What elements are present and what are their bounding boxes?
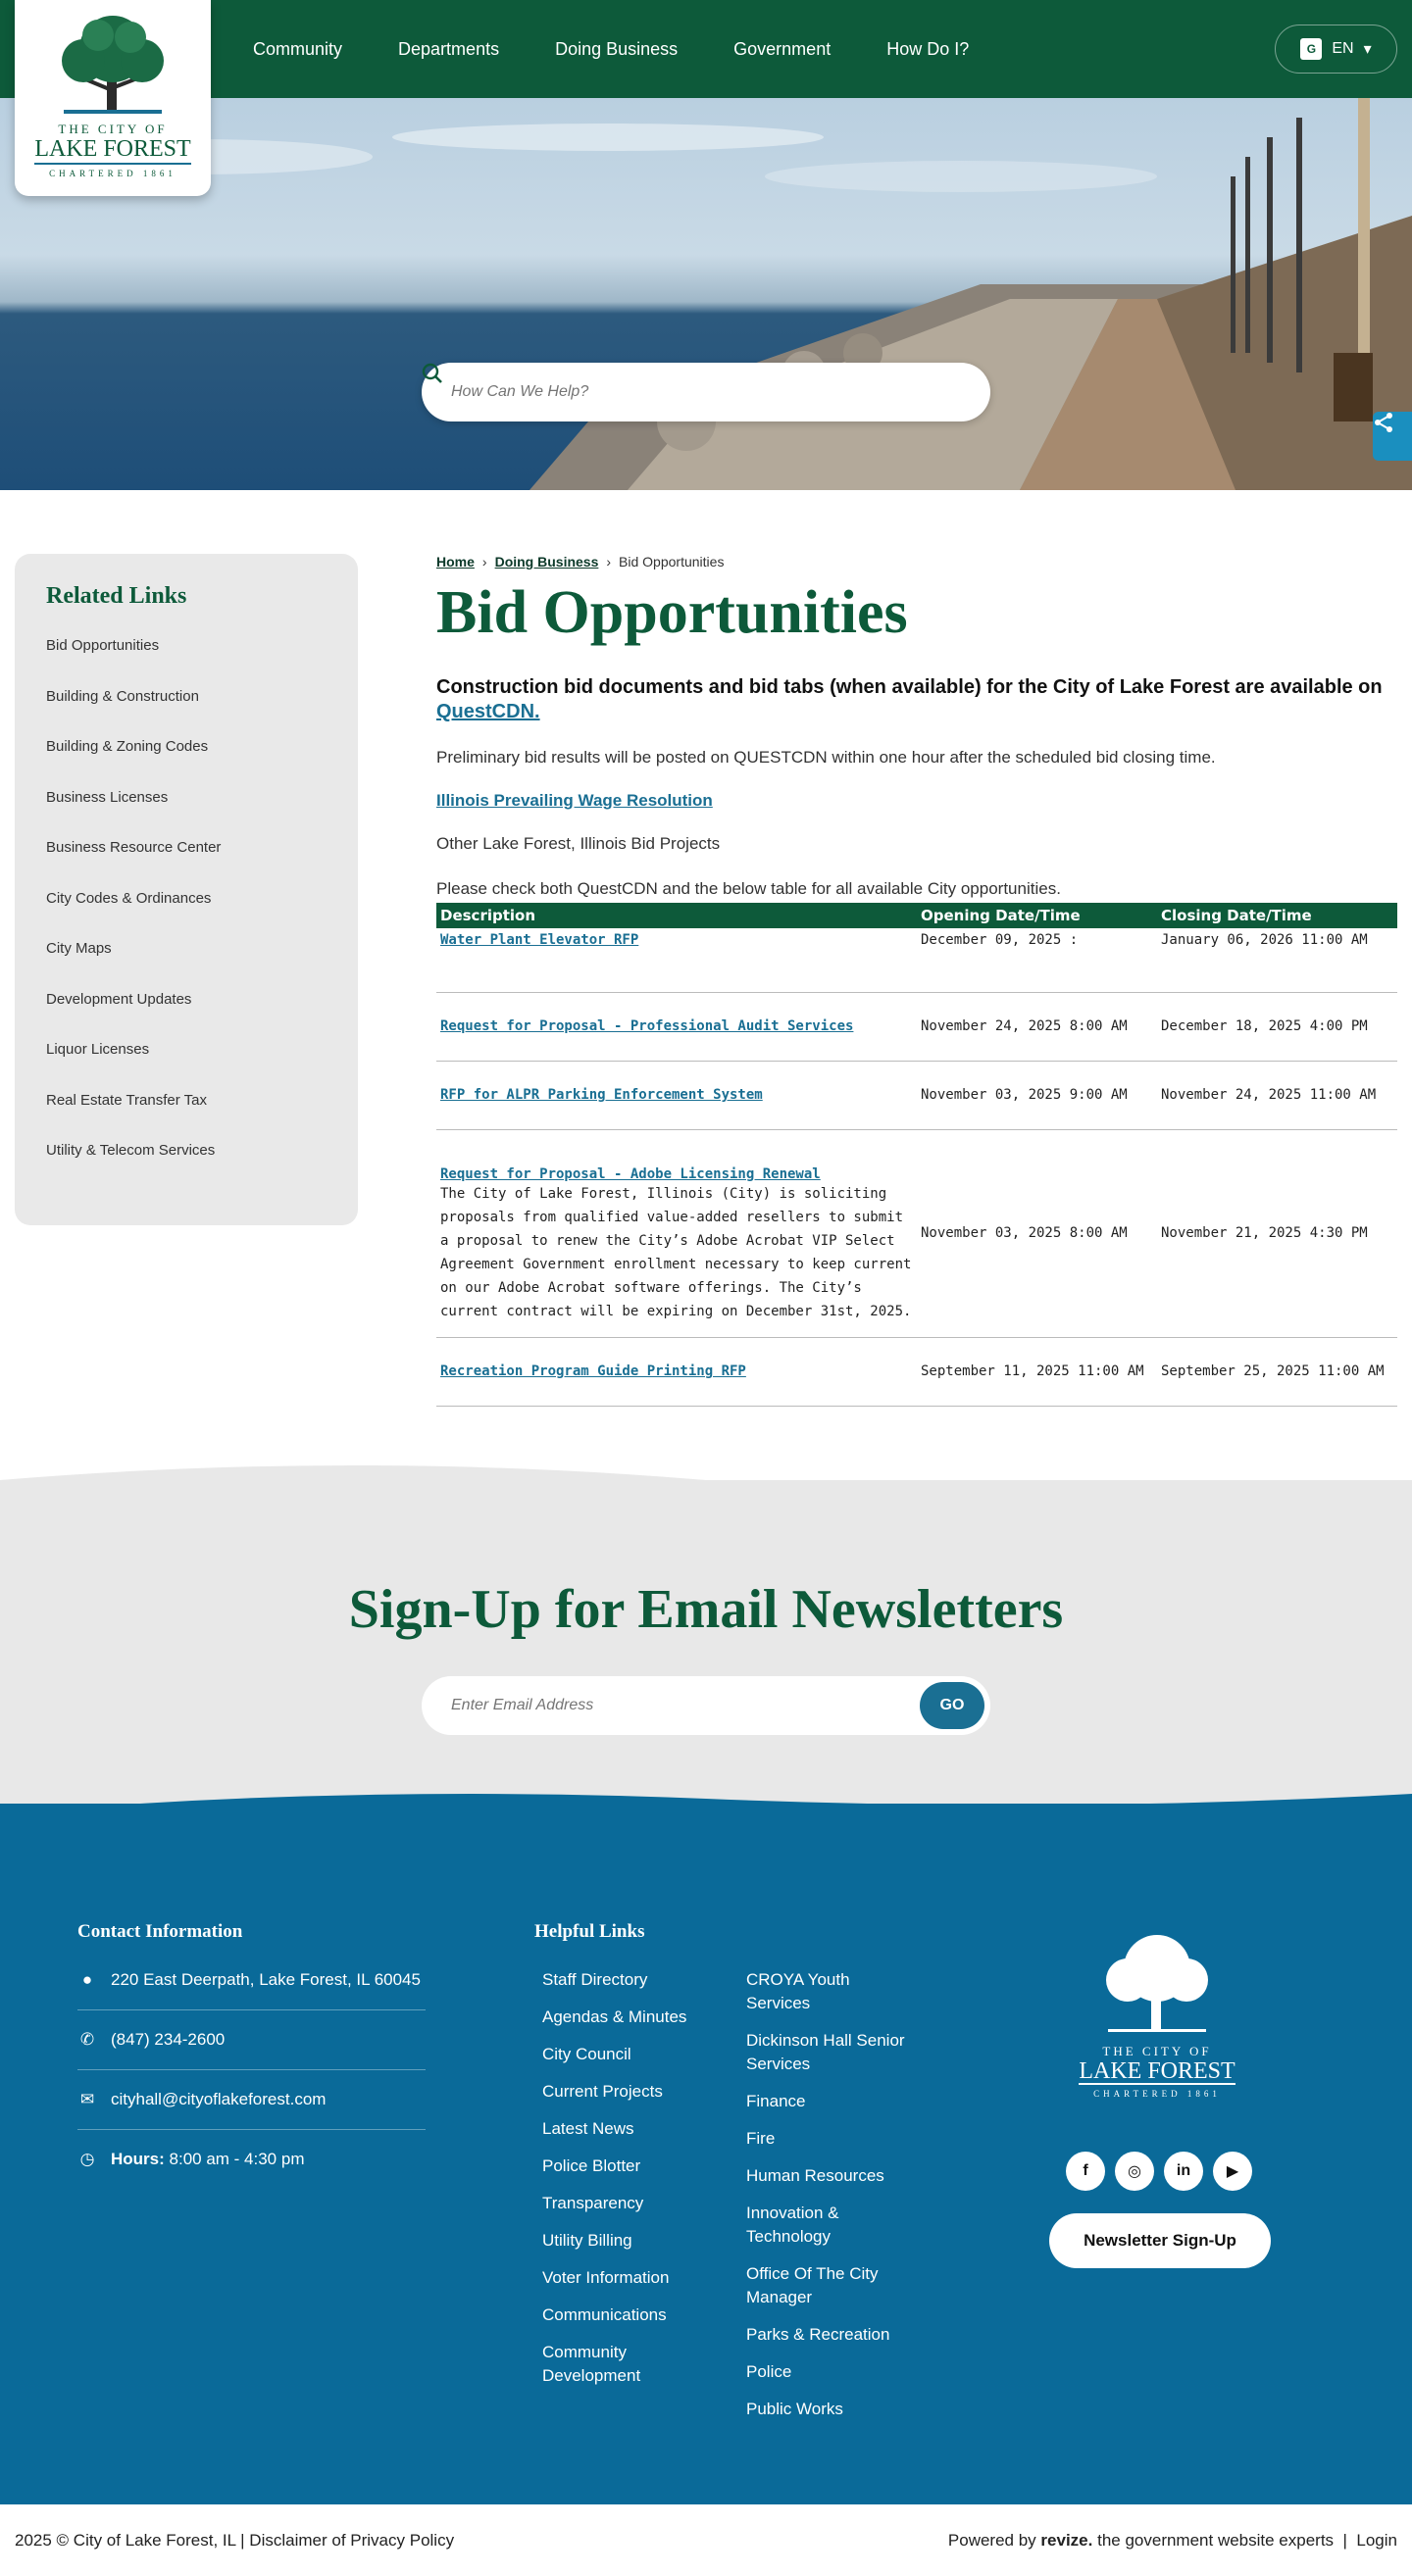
footer-logo-chartered: CHARTERED 1861 bbox=[1093, 2089, 1221, 2099]
top-navigation-bar bbox=[0, 0, 1412, 98]
address-text: 220 East Deerpath, Lake Forest, IL 60045 bbox=[111, 1970, 421, 1989]
hours-label: Hours: bbox=[111, 2150, 165, 2168]
nav-community[interactable]: Community bbox=[253, 38, 343, 59]
newsletter-signup-button[interactable]: Newsletter Sign-Up bbox=[1049, 2213, 1271, 2268]
footer-link[interactable]: Police bbox=[746, 2362, 792, 2381]
bid-opening-date: November 03, 2025 9:00 AM bbox=[917, 1061, 1157, 1129]
bid-description bbox=[436, 1061, 917, 1129]
site-search bbox=[422, 363, 990, 421]
bid-description bbox=[436, 928, 917, 992]
logo-text-top: THE CITY OF bbox=[58, 122, 168, 136]
footer-logo[interactable] bbox=[1079, 1931, 1236, 2099]
intro-text bbox=[436, 675, 1397, 724]
language-code: EN bbox=[1332, 40, 1354, 57]
bid-closing-date: January 06, 2026 11:00 AM bbox=[1157, 928, 1397, 992]
bottom-bar bbox=[0, 2504, 1412, 2576]
oak-tree-icon bbox=[44, 12, 181, 120]
copyright-text[interactable]: 2025 © City of Lake Forest, IL | Disclaimer of Privacy Policy bbox=[15, 2530, 455, 2550]
hero-banner bbox=[0, 98, 1412, 490]
footer-link[interactable]: Community Development bbox=[542, 2343, 641, 2385]
breadcrumb-doing-business[interactable]: Doing Business bbox=[494, 554, 599, 570]
footer-link[interactable]: Transparency bbox=[542, 2194, 644, 2212]
table-row bbox=[436, 992, 1397, 1061]
questcdn-link[interactable]: QuestCDN. bbox=[436, 701, 540, 722]
logo-text-name: LAKE FOREST bbox=[34, 137, 190, 165]
youtube-icon[interactable]: ▶ bbox=[1213, 2152, 1252, 2191]
contact-email[interactable] bbox=[77, 2070, 426, 2130]
revize-brand[interactable]: revize. bbox=[1040, 2530, 1093, 2550]
bid-summary: The City of Lake Forest, Illinois (City) is soliciting proposals from qualified value-added resellers to submit a proposal to renew the City’s Adobe Acrobat VIP Select Agreement Government enrollment necessary to keep current on our Adobe Acrobat software offerings. The City’s current contract will be expiring on December 31st, 2025. bbox=[440, 1186, 912, 1319]
site-footer bbox=[0, 1804, 1412, 2504]
column-description: Description bbox=[436, 903, 917, 928]
search-input[interactable] bbox=[451, 383, 961, 401]
sidebar-item-utility-telecom[interactable]: Utility & Telecom Services bbox=[46, 1142, 216, 1159]
contact-info bbox=[77, 1921, 426, 2189]
column-opening-date: Opening Date/Time bbox=[917, 903, 1157, 928]
footer-link[interactable]: Finance bbox=[746, 2092, 806, 2110]
sidebar-item-real-estate-transfer-tax[interactable]: Real Estate Transfer Tax bbox=[46, 1091, 207, 1109]
separator: | bbox=[1342, 2530, 1347, 2550]
footer-link[interactable]: Latest News bbox=[542, 2119, 634, 2138]
sidebar-item-business-licenses[interactable]: Business Licenses bbox=[46, 788, 169, 806]
oak-tree-icon bbox=[1084, 1931, 1231, 2039]
footer-link[interactable]: Public Works bbox=[746, 2400, 843, 2418]
bid-title-link[interactable]: Recreation Program Guide Printing RFP bbox=[440, 1363, 746, 1379]
map-pin-icon: ● bbox=[81, 1970, 93, 1989]
sidebar-item-building-construction[interactable]: Building & Construction bbox=[46, 687, 199, 705]
breadcrumb-current: Bid Opportunities bbox=[619, 554, 725, 570]
contact-address bbox=[77, 1951, 426, 2010]
table-row bbox=[436, 1129, 1397, 1337]
table-row bbox=[436, 1061, 1397, 1129]
footer-link[interactable]: Human Resources bbox=[746, 2166, 884, 2185]
breadcrumb-separator: › bbox=[606, 554, 612, 570]
bid-opening-date: November 24, 2025 8:00 AM bbox=[917, 992, 1157, 1061]
social-links bbox=[1066, 2152, 1252, 2191]
sidebar-item-development-updates[interactable]: Development Updates bbox=[46, 990, 192, 1008]
footer-link[interactable]: Agendas & Minutes bbox=[542, 2007, 687, 2026]
wave-divider bbox=[0, 1451, 1412, 1510]
intro-text-body: Construction bid documents and bid tabs (when available) for the City of Lake Forest are available on bbox=[436, 676, 1383, 698]
instagram-icon[interactable]: ◎ bbox=[1115, 2152, 1154, 2191]
bid-closing-date: November 24, 2025 11:00 AM bbox=[1157, 1061, 1397, 1129]
nav-how-do-i[interactable]: How Do I? bbox=[886, 38, 970, 59]
hours-text: 8:00 am - 4:30 pm bbox=[169, 2150, 305, 2168]
bid-opening-date: November 03, 2025 8:00 AM bbox=[917, 1129, 1157, 1337]
check-table-text: Please check both QuestCDN and the below table for all available City opportunities. bbox=[436, 879, 1061, 898]
nav-departments[interactable]: Departments bbox=[398, 38, 500, 59]
bid-description bbox=[436, 1337, 917, 1406]
sidebar-item-building-zoning-codes[interactable]: Building & Zoning Codes bbox=[46, 738, 209, 755]
table-row bbox=[436, 1337, 1397, 1406]
helpful-links bbox=[534, 1921, 976, 2435]
login-link[interactable]: Login bbox=[1356, 2530, 1397, 2550]
main-content bbox=[436, 554, 1397, 1407]
contact-title: Contact Information bbox=[77, 1921, 243, 1942]
bid-title-link[interactable]: Request for Proposal - Adobe Licensing Renewal bbox=[440, 1166, 821, 1182]
phone-icon: ✆ bbox=[79, 2030, 95, 2049]
bid-opening-date: September 11, 2025 11:00 AM bbox=[917, 1337, 1157, 1406]
footer-link[interactable]: Office Of The City Manager bbox=[746, 2264, 879, 2306]
lakefront-photo bbox=[0, 98, 1412, 490]
email-text[interactable]: cityhall@cityoflakeforest.com bbox=[111, 2090, 327, 2108]
breadcrumb-separator: › bbox=[481, 554, 487, 570]
prevailing-wage-link[interactable]: Illinois Prevailing Wage Resolution bbox=[436, 791, 713, 810]
footer-link[interactable]: Communications bbox=[542, 2305, 667, 2324]
envelope-icon: ✉ bbox=[79, 2090, 95, 2108]
related-links-sidebar bbox=[15, 554, 358, 1225]
language-selector[interactable] bbox=[1275, 25, 1397, 74]
powered-prefix: Powered by bbox=[947, 2530, 1036, 2550]
table-header-row bbox=[436, 903, 1397, 928]
chevron-down-icon: ▾ bbox=[1363, 41, 1372, 58]
email-input[interactable] bbox=[451, 1697, 920, 1714]
sidebar-item-city-maps[interactable]: City Maps bbox=[46, 940, 112, 957]
footer-link[interactable]: Voter Information bbox=[542, 2268, 670, 2287]
bid-opening-date: December 09, 2025 : bbox=[917, 928, 1157, 992]
table-row bbox=[436, 928, 1397, 992]
bid-title-link[interactable]: Water Plant Elevator RFP bbox=[440, 932, 639, 948]
bid-table bbox=[436, 903, 1397, 1407]
column-closing-date: Closing Date/Time bbox=[1157, 903, 1397, 928]
translate-icon: G bbox=[1300, 38, 1322, 60]
helpful-links-column-2 bbox=[738, 1968, 942, 2435]
contact-phone[interactable] bbox=[77, 2010, 426, 2070]
breadcrumb bbox=[436, 554, 1397, 570]
powered-suffix: the government website experts bbox=[1097, 2530, 1335, 2550]
linkedin-icon[interactable]: in bbox=[1164, 2152, 1203, 2191]
contact-hours bbox=[77, 2130, 426, 2189]
sidebar-item-bid-opportunities[interactable]: Bid Opportunities bbox=[46, 637, 160, 654]
footer-link[interactable]: Current Projects bbox=[542, 2082, 663, 2101]
breadcrumb-home[interactable]: Home bbox=[436, 554, 475, 570]
footer-logo-top: THE CITY OF bbox=[1102, 2044, 1212, 2058]
nav-doing-business[interactable]: Doing Business bbox=[555, 38, 679, 59]
share-button[interactable] bbox=[1373, 412, 1412, 461]
prelim-results-text: Preliminary bid results will be posted on QUESTCDN within one hour after the scheduled bid closing time. bbox=[436, 748, 1216, 767]
page-title: Bid Opportunities bbox=[436, 579, 908, 646]
footer-link[interactable]: Dickinson Hall Senior Services bbox=[746, 2031, 905, 2073]
bid-closing-date: November 21, 2025 4:30 PM bbox=[1157, 1129, 1397, 1337]
footer-link[interactable]: Parks & Recreation bbox=[746, 2325, 890, 2344]
share-icon bbox=[1373, 412, 1394, 433]
phone-text[interactable]: (847) 234-2600 bbox=[111, 2030, 226, 2049]
nav-government[interactable]: Government bbox=[733, 38, 832, 59]
main-nav bbox=[253, 0, 1025, 98]
footer-wave bbox=[0, 1774, 1412, 1833]
city-logo[interactable] bbox=[15, 0, 211, 196]
bid-description bbox=[436, 1129, 917, 1337]
facebook-icon[interactable]: f bbox=[1066, 2152, 1105, 2191]
sidebar-item-business-resource-center[interactable]: Business Resource Center bbox=[46, 839, 222, 856]
footer-link[interactable]: Innovation & Technology bbox=[746, 2204, 839, 2246]
footer-link[interactable]: CROYA Youth Services bbox=[746, 1970, 850, 2012]
bid-title-link[interactable]: RFP for ALPR Parking Enforcement System bbox=[440, 1087, 763, 1103]
footer-link[interactable]: Fire bbox=[746, 2129, 776, 2148]
footer-link[interactable]: City Council bbox=[542, 2045, 631, 2063]
helpful-links-column-1 bbox=[534, 1968, 738, 2435]
sidebar-item-liquor-licenses[interactable]: Liquor Licenses bbox=[46, 1041, 150, 1058]
footer-logo-name: LAKE FOREST bbox=[1079, 2058, 1236, 2084]
footer-link[interactable]: Utility Billing bbox=[542, 2231, 632, 2250]
other-projects-text: Other Lake Forest, Illinois Bid Projects bbox=[436, 834, 721, 853]
search-icon[interactable] bbox=[422, 363, 443, 384]
newsletter-go-button[interactable]: GO bbox=[920, 1682, 984, 1729]
logo-text-chartered: CHARTERED 1861 bbox=[49, 169, 176, 178]
clock-icon: ◷ bbox=[79, 2150, 95, 2168]
footer-link[interactable]: Police Blotter bbox=[542, 2156, 641, 2175]
footer-link[interactable]: Staff Directory bbox=[542, 1970, 648, 1989]
sidebar-item-city-codes[interactable]: City Codes & Ordinances bbox=[46, 889, 212, 907]
helpful-links-title: Helpful Links bbox=[534, 1921, 645, 1942]
newsletter-form bbox=[422, 1676, 990, 1735]
newsletter-title: Sign-Up for Email Newsletters bbox=[348, 1579, 1064, 1640]
powered-by bbox=[948, 2531, 1397, 2551]
bid-description bbox=[436, 992, 917, 1061]
bid-title-link[interactable]: Request for Proposal - Professional Audit Services bbox=[440, 1018, 854, 1034]
bid-closing-date: September 25, 2025 11:00 AM bbox=[1157, 1337, 1397, 1406]
sidebar-title: Related Links bbox=[46, 583, 187, 609]
bid-closing-date: December 18, 2025 4:00 PM bbox=[1157, 992, 1397, 1061]
